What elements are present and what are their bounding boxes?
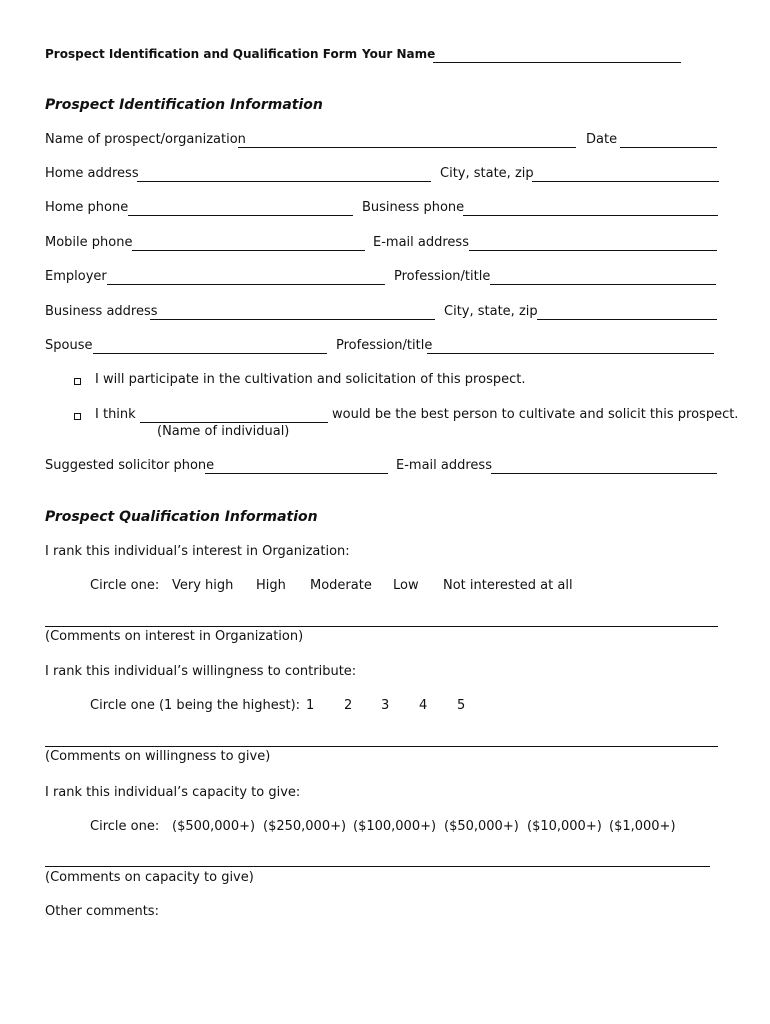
profession-line <box>490 284 716 285</box>
individual-name-line <box>140 422 328 423</box>
other-comments-label: Other comments: <box>45 904 159 919</box>
identification-section-title: Prospect Identification Information <box>45 97 323 113</box>
date-label: Date <box>586 132 618 147</box>
your-name-line <box>433 62 681 63</box>
home-phone-line <box>128 215 353 216</box>
willingness-question: I rank this individual’s willingness to contribute: <box>45 664 357 679</box>
participate-checkbox[interactable] <box>74 378 81 385</box>
willingness-option-3[interactable]: 3 <box>381 698 390 713</box>
home-phone-input[interactable] <box>129 198 352 214</box>
suggest-solicitor-checkbox[interactable] <box>74 413 81 420</box>
employer-label: Employer <box>45 269 107 284</box>
home-city-label: City, state, zip <box>440 166 534 181</box>
form-title: Prospect Identification and Qualification Form <box>45 47 358 61</box>
interest-comments-input[interactable] <box>46 609 717 625</box>
profession-input[interactable] <box>491 267 715 283</box>
your-name-input[interactable] <box>434 46 680 62</box>
profession-label: Profession/title <box>394 269 491 284</box>
willingness-comments-input[interactable] <box>46 729 717 745</box>
interest-circle-label: Circle one: <box>90 578 160 593</box>
home-city-input[interactable] <box>533 164 718 180</box>
business-address-input[interactable] <box>151 302 434 318</box>
qualification-section-title: Prospect Qualification Information <box>45 509 318 525</box>
business-city-line <box>537 319 717 320</box>
solicitor-email-line <box>491 473 717 474</box>
email-label: E-mail address <box>373 235 469 250</box>
date-input[interactable] <box>621 130 716 146</box>
business-phone-line <box>463 215 718 216</box>
interest-option-not-interested[interactable]: Not interested at all <box>443 578 573 593</box>
capacity-option-50k[interactable]: ($50,000+) <box>444 819 519 834</box>
solicitor-phone-label: Suggested solicitor phone <box>45 458 215 473</box>
date-line <box>620 147 717 148</box>
business-city-input[interactable] <box>538 302 716 318</box>
capacity-option-500k[interactable]: ($500,000+) <box>172 819 256 834</box>
solicitor-phone-line <box>205 473 388 474</box>
mobile-phone-input[interactable] <box>133 233 364 249</box>
willingness-option-5[interactable]: 5 <box>457 698 466 713</box>
individual-name-input[interactable] <box>141 405 327 421</box>
willingness-comments-caption: (Comments on willingness to give) <box>45 749 271 764</box>
solicitor-phone-input[interactable] <box>206 456 387 472</box>
home-city-line <box>532 181 719 182</box>
home-phone-label: Home phone <box>45 200 129 215</box>
business-city-label: City, state, zip <box>444 304 538 319</box>
capacity-option-10k[interactable]: ($10,000+) <box>527 819 602 834</box>
prospect-name-line <box>238 147 576 148</box>
spouse-line <box>93 353 327 354</box>
email-input[interactable] <box>470 233 716 249</box>
business-phone-label: Business phone <box>362 200 465 215</box>
capacity-question: I rank this individual’s capacity to give: <box>45 785 301 800</box>
participate-text: I will participate in the cultivation and solicitation of this prospect. <box>95 372 526 387</box>
interest-option-very-high[interactable]: Very high <box>172 578 234 593</box>
employer-input[interactable] <box>108 267 384 283</box>
mobile-phone-line <box>132 250 365 251</box>
home-address-line <box>137 181 431 182</box>
capacity-circle-label: Circle one: <box>90 819 160 834</box>
spouse-profession-line <box>427 353 714 354</box>
other-comments-textarea[interactable] <box>46 924 718 1004</box>
spouse-profession-label: Profession/title <box>336 338 433 353</box>
interest-question: I rank this individual’s interest in Organization: <box>45 544 350 559</box>
willingness-option-2[interactable]: 2 <box>344 698 353 713</box>
willingness-comments-line <box>45 746 718 747</box>
business-address-line <box>150 319 435 320</box>
your-name-label: Your Name <box>362 47 436 61</box>
name-of-individual-caption: (Name of individual) <box>157 424 290 439</box>
interest-comments-caption: (Comments on interest in Organization) <box>45 629 304 644</box>
prospect-name-label: Name of prospect/organization <box>45 132 246 147</box>
solicitor-email-input[interactable] <box>492 456 716 472</box>
willingness-option-1[interactable]: 1 <box>306 698 315 713</box>
business-phone-input[interactable] <box>464 198 717 214</box>
email-line <box>469 250 717 251</box>
business-address-label: Business address <box>45 304 158 319</box>
interest-comments-line <box>45 626 718 627</box>
capacity-option-250k[interactable]: ($250,000+) <box>263 819 347 834</box>
spouse-input[interactable] <box>94 336 326 352</box>
interest-option-low[interactable]: Low <box>393 578 419 593</box>
capacity-comments-line <box>45 866 710 867</box>
willingness-circle-label: Circle one (1 being the highest): <box>90 698 301 713</box>
best-person-text: would be the best person to cultivate and solicit this prospect. <box>332 407 739 422</box>
home-address-label: Home address <box>45 166 139 181</box>
capacity-option-1k[interactable]: ($1,000+) <box>609 819 676 834</box>
employer-line <box>107 284 385 285</box>
capacity-option-100k[interactable]: ($100,000+) <box>353 819 437 834</box>
home-address-input[interactable] <box>138 164 430 180</box>
i-think-label: I think <box>95 407 136 422</box>
spouse-label: Spouse <box>45 338 93 353</box>
interest-option-moderate[interactable]: Moderate <box>310 578 372 593</box>
interest-option-high[interactable]: High <box>256 578 286 593</box>
spouse-profession-input[interactable] <box>428 336 713 352</box>
prospect-name-input[interactable] <box>239 130 575 146</box>
capacity-comments-caption: (Comments on capacity to give) <box>45 870 254 885</box>
willingness-option-4[interactable]: 4 <box>419 698 428 713</box>
mobile-phone-label: Mobile phone <box>45 235 133 250</box>
solicitor-email-label: E-mail address <box>396 458 492 473</box>
capacity-comments-input[interactable] <box>46 849 709 865</box>
